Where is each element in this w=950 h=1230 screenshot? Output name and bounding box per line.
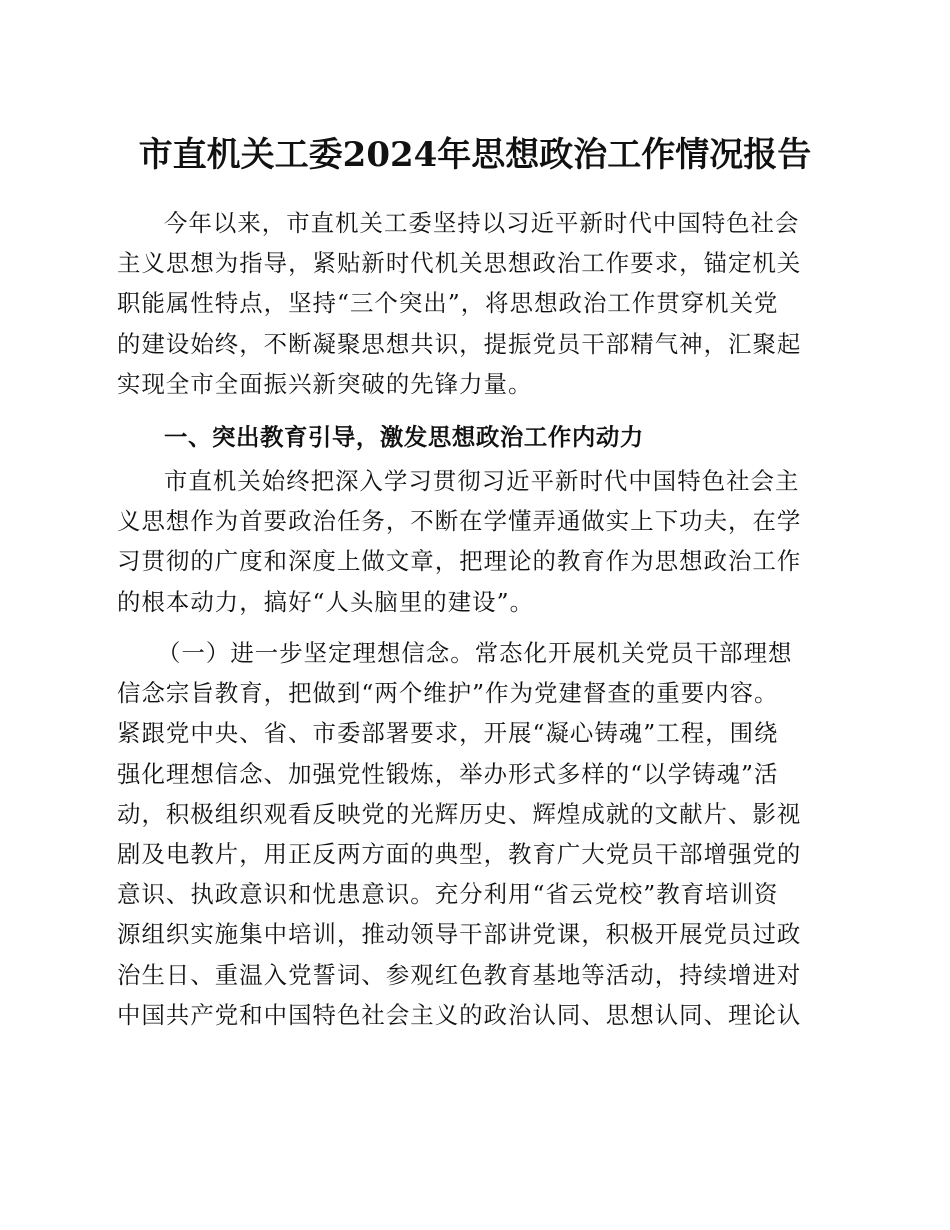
paragraph-line: 信念宗旨教育，把做到“两个维护”作为党建督查的重要内容。 — [117, 679, 779, 708]
paragraph-ideals — [117, 633, 833, 1035]
paragraph-line: 市直机关始终把深入学习贯彻习近平新时代中国特色社会主 — [164, 467, 800, 495]
paragraph-line: 强化理想信念、加强党性锻炼，举办形式多样的“以学铸魂”活 — [117, 759, 779, 788]
paragraph-line: 剧及电教片，用正反两方面的典型，教育广大党员干部增强党的 — [117, 840, 802, 869]
paragraph-line: 职能属性特点，坚持“三个突出”，将思想政治工作贯穿机关党 — [117, 289, 779, 318]
paragraph-line: 源组织实施集中培训，推动领导干部讲党课，积极开展党员过政 — [117, 920, 802, 949]
paragraph-line: 动，积极组织观看反映党的光辉历史、辉煌成就的文献片、影视 — [117, 799, 802, 828]
paragraph-line: 主义思想为指导，紧贴新时代机关思想政治工作要求，锚定机关 — [117, 249, 802, 278]
paragraph-line: 紧跟党中央、省、市委部署要求，开展“凝心铸魂”工程，围绕 — [117, 719, 779, 748]
paragraph-intro — [117, 203, 833, 404]
paragraph-line: 的根本动力，搞好“人头脑里的建设”。 — [117, 587, 535, 616]
paragraph-section1-intro — [117, 461, 833, 622]
paragraph-line: 习贯彻的广度和深度上做文章，把理论的教育作为思想政治工作 — [117, 547, 802, 576]
document-title: 市直机关工委2024年思想政治工作情况报告 — [138, 135, 812, 175]
section-heading-text: 一、突出教育引导，激发思想政治工作内动力 — [164, 423, 644, 451]
paragraph-line: 中国共产党和中国特色社会主义的政治认同、思想认同、理论认 — [117, 1000, 802, 1029]
paragraph-line: 今年以来，市直机关工委坚持以习近平新时代中国特色社会 — [164, 209, 800, 237]
paragraph-line: 义思想作为首要政治任务，不断在学懂弄通做实上下功夫，在学 — [117, 507, 802, 536]
paragraph-line: （一）进一步坚定理想信念。常态化开展机关党员干部理想 — [157, 639, 793, 667]
paragraph-line: 治生日、重温入党誓词、参观红色教育基地等活动，持续增进对 — [117, 960, 802, 989]
section-heading-1 — [117, 417, 833, 457]
paragraph-line: 的建设始终，不断凝聚思想共识，提振党员干部精气神，汇聚起 — [117, 329, 802, 358]
paragraph-line: 实现全市全面振兴新突破的先锋力量。 — [117, 369, 533, 398]
paragraph-line: 意识、执政意识和忧患意识。充分利用“省云党校”教育培训资 — [117, 880, 779, 909]
